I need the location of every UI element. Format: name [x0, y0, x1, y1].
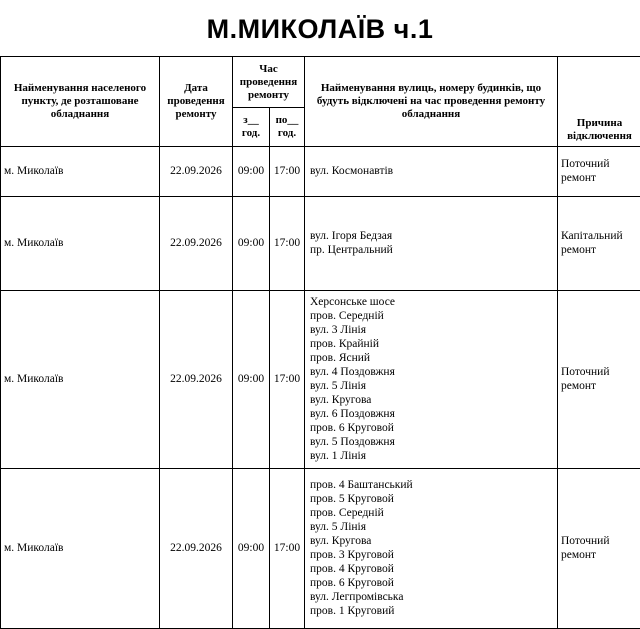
date-cell: 22.09.2026 [160, 196, 233, 290]
time-to-cell: 17:00 [270, 468, 305, 628]
streets-cell [305, 196, 558, 290]
table-row [1, 290, 640, 468]
date-cell: 22.09.2026 [160, 290, 233, 468]
street-item: вул. 1 Лінія [310, 449, 554, 463]
time-from-cell: 09:00 [233, 290, 270, 468]
header-date: Дата проведення ремонту [160, 57, 233, 147]
reason-cell: Поточний ремонт [558, 468, 640, 628]
time-to-cell: 17:00 [270, 146, 305, 196]
street-item: вул. Ігоря Бедзая [310, 229, 554, 243]
street-item: вул. Кругова [310, 393, 554, 407]
street-item: вул. 5 Лінія [310, 520, 554, 534]
header-row [1, 57, 640, 108]
street-item: пров. 6 Круговой [310, 576, 554, 590]
street-item: вул. Космонавтів [310, 164, 554, 178]
street-item: пров. 4 Круговой [310, 562, 554, 576]
reason-cell: Капітальний ремонт [558, 196, 640, 290]
street-item: вул. Легпромівська [310, 590, 554, 604]
reason-cell: Поточний ремонт [558, 146, 640, 196]
date-cell: 22.09.2026 [160, 146, 233, 196]
street-item: вул. 6 Поздовжня [310, 407, 554, 421]
date-cell: 22.09.2026 [160, 468, 233, 628]
settlement-cell: м. Миколаїв [1, 290, 160, 468]
street-item: пров. Ясний [310, 351, 554, 365]
settlement-cell: м. Миколаїв [1, 468, 160, 628]
time-to-cell: 17:00 [270, 290, 305, 468]
street-item: вул. 5 Лінія [310, 379, 554, 393]
header-to: по__ год. [270, 108, 305, 147]
header-from: з__ год. [233, 108, 270, 147]
table-row [1, 196, 640, 290]
street-item: вул. Кругова [310, 534, 554, 548]
outage-table [0, 56, 640, 629]
streets-cell [305, 146, 558, 196]
streets-cell [305, 290, 558, 468]
header-reason: Причина відключення [558, 108, 640, 147]
time-from-cell: 09:00 [233, 146, 270, 196]
header-settlement: Найменування населеного пункту, де розташоване обладнання [1, 57, 160, 147]
street-item: Херсонське шосе [310, 295, 554, 309]
street-item: вул. 3 Лінія [310, 323, 554, 337]
time-from-cell: 09:00 [233, 196, 270, 290]
street-item: пров. 6 Круговой [310, 421, 554, 435]
page-title: М.МИКОЛАЇВ ч.1 [0, 14, 640, 45]
street-item: вул. 4 Поздовжня [310, 365, 554, 379]
street-item: пров. Середній [310, 309, 554, 323]
time-from-cell: 09:00 [233, 468, 270, 628]
street-item: пров. 3 Круговой [310, 548, 554, 562]
header-reason-top [558, 57, 640, 108]
settlement-cell: м. Миколаїв [1, 146, 160, 196]
reason-cell: Поточний ремонт [558, 290, 640, 468]
streets-cell [305, 468, 558, 628]
street-item: пров. 5 Круговой [310, 492, 554, 506]
header-time: Час проведення ремонту [233, 57, 305, 108]
street-item: пров. Крайній [310, 337, 554, 351]
street-item: вул. 5 Поздовжня [310, 435, 554, 449]
street-item: пров. 4 Баштанський [310, 478, 554, 492]
street-item: пр. Центральний [310, 243, 554, 257]
street-item: пров. 1 Круговий [310, 604, 554, 618]
header-streets: Найменування вулиць, номеру будинків, що будуть відключені на час проведення ремонту обладнання [305, 57, 558, 147]
time-to-cell: 17:00 [270, 196, 305, 290]
table-row [1, 146, 640, 196]
table-row [1, 468, 640, 628]
settlement-cell: м. Миколаїв [1, 196, 160, 290]
street-item: пров. Середній [310, 506, 554, 520]
